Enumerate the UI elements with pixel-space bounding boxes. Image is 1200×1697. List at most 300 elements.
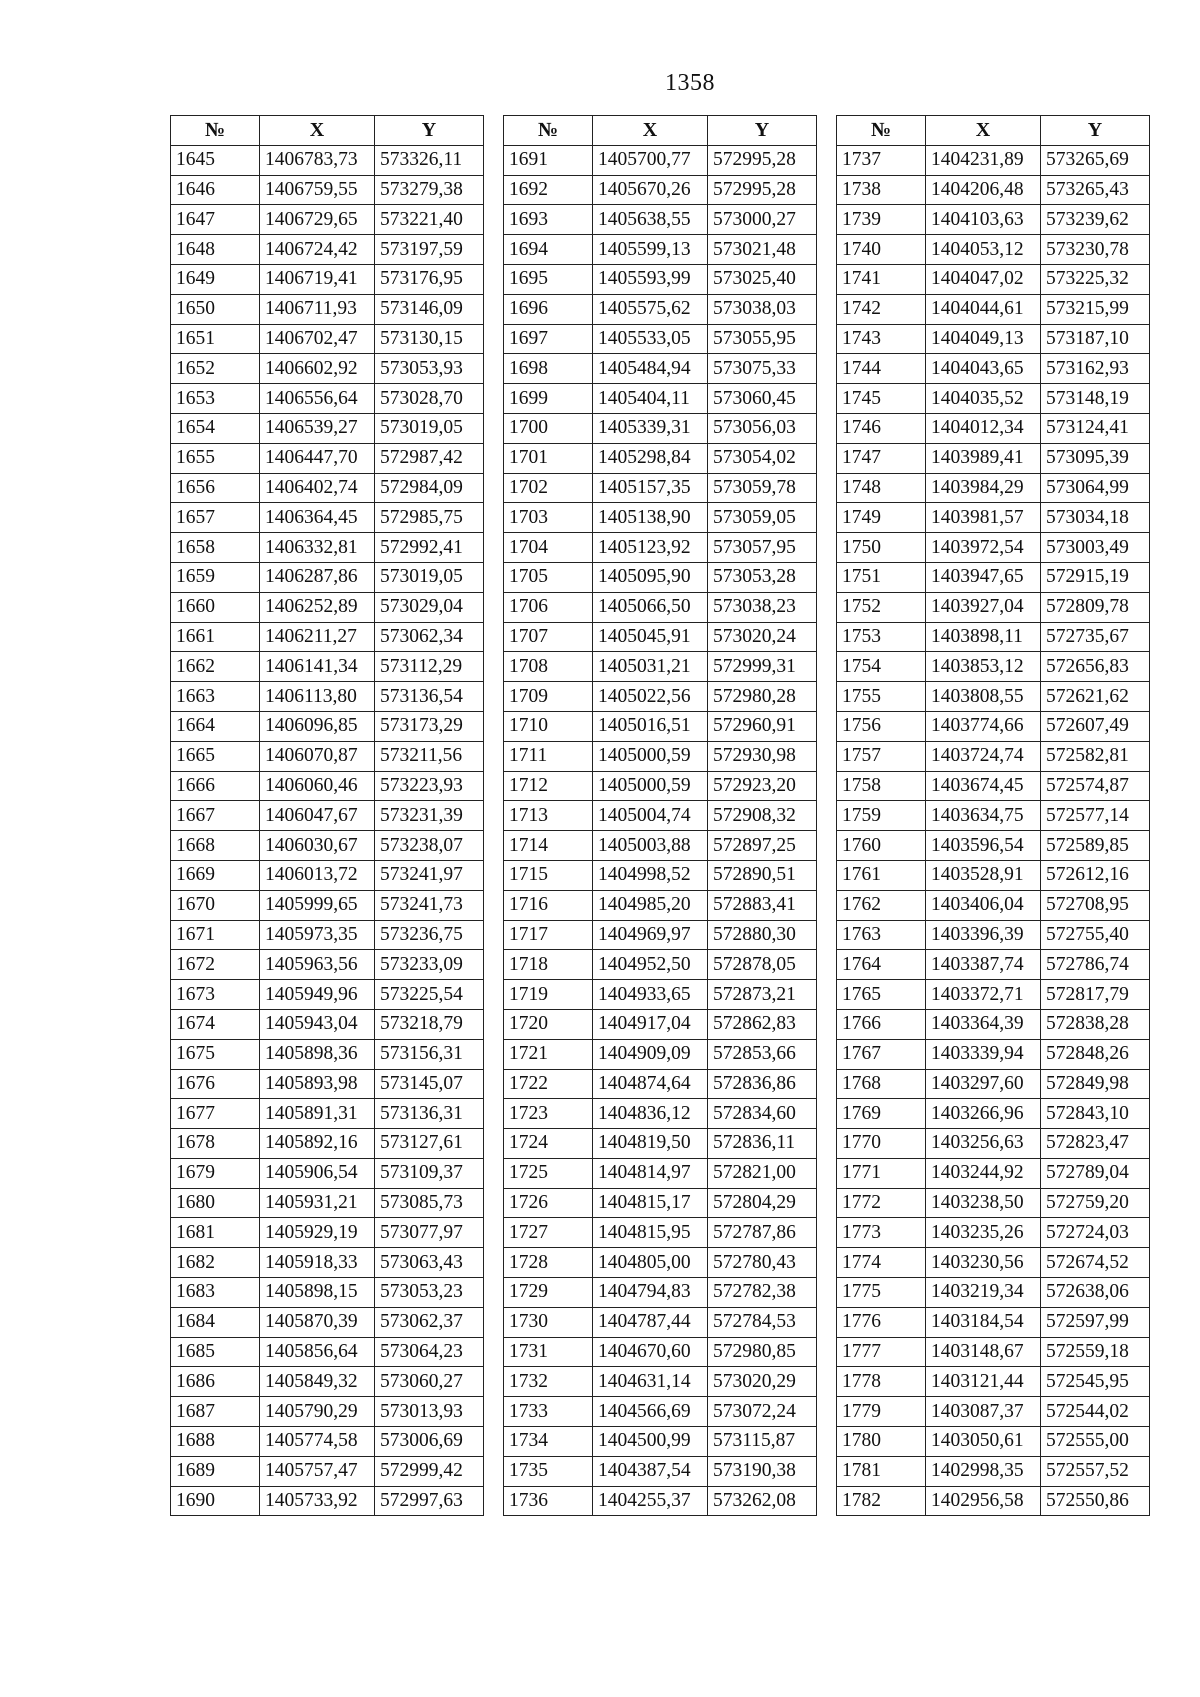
y-coordinate-cell: 573057,95 xyxy=(708,533,817,563)
table-row xyxy=(837,1427,1150,1457)
point-number-cell: 1768 xyxy=(837,1069,926,1099)
point-number-cell: 1714 xyxy=(504,831,593,861)
y-coordinate-cell: 572574,87 xyxy=(1041,771,1150,801)
point-number-cell: 1760 xyxy=(837,831,926,861)
x-coordinate-cell: 1404035,52 xyxy=(926,384,1041,414)
y-coordinate-cell: 572708,95 xyxy=(1041,890,1150,920)
x-coordinate-cell: 1406719,41 xyxy=(260,264,375,294)
x-coordinate-cell: 1405892,16 xyxy=(260,1129,375,1159)
y-coordinate-cell: 572823,47 xyxy=(1041,1129,1150,1159)
point-number-cell: 1759 xyxy=(837,801,926,831)
y-coordinate-cell: 573038,23 xyxy=(708,592,817,622)
table-row xyxy=(504,860,817,890)
x-coordinate-cell: 1405906,54 xyxy=(260,1158,375,1188)
point-number-cell: 1670 xyxy=(171,890,260,920)
table-row xyxy=(171,235,484,265)
point-number-cell: 1781 xyxy=(837,1456,926,1486)
y-coordinate-cell: 573173,29 xyxy=(375,711,484,741)
table-row xyxy=(504,1456,817,1486)
x-coordinate-cell: 1404998,52 xyxy=(593,860,708,890)
x-coordinate-cell: 1404631,14 xyxy=(593,1367,708,1397)
point-number-cell: 1672 xyxy=(171,950,260,980)
point-number-cell: 1688 xyxy=(171,1427,260,1457)
header-x: X xyxy=(926,116,1041,146)
table-row xyxy=(504,801,817,831)
x-coordinate-cell: 1405157,35 xyxy=(593,473,708,503)
x-coordinate-cell: 1405138,90 xyxy=(593,503,708,533)
point-number-cell: 1765 xyxy=(837,980,926,1010)
x-coordinate-cell: 1405000,59 xyxy=(593,771,708,801)
y-coordinate-cell: 573054,02 xyxy=(708,443,817,473)
table-row xyxy=(171,1129,484,1159)
y-coordinate-cell: 572784,53 xyxy=(708,1307,817,1337)
table-row xyxy=(504,1218,817,1248)
x-coordinate-cell: 1402998,35 xyxy=(926,1456,1041,1486)
x-coordinate-cell: 1404566,69 xyxy=(593,1397,708,1427)
y-coordinate-cell: 573075,33 xyxy=(708,354,817,384)
point-number-cell: 1717 xyxy=(504,920,593,950)
table-row xyxy=(837,413,1150,443)
point-number-cell: 1762 xyxy=(837,890,926,920)
y-coordinate-cell: 573060,45 xyxy=(708,384,817,414)
table-row xyxy=(837,294,1150,324)
table-row xyxy=(837,1039,1150,1069)
point-number-cell: 1677 xyxy=(171,1099,260,1129)
coordinates-table-3 xyxy=(836,115,1150,1516)
x-coordinate-cell: 1406539,27 xyxy=(260,413,375,443)
point-number-cell: 1653 xyxy=(171,384,260,414)
point-number-cell: 1779 xyxy=(837,1397,926,1427)
x-coordinate-cell: 1405949,96 xyxy=(260,980,375,1010)
point-number-cell: 1710 xyxy=(504,711,593,741)
y-coordinate-cell: 572999,42 xyxy=(375,1456,484,1486)
y-coordinate-cell: 573019,05 xyxy=(375,562,484,592)
y-coordinate-cell: 572843,10 xyxy=(1041,1099,1150,1129)
point-number-cell: 1650 xyxy=(171,294,260,324)
x-coordinate-cell: 1404053,12 xyxy=(926,235,1041,265)
y-coordinate-cell: 572755,40 xyxy=(1041,920,1150,950)
point-number-cell: 1749 xyxy=(837,503,926,533)
table-row xyxy=(171,1367,484,1397)
y-coordinate-cell: 573197,59 xyxy=(375,235,484,265)
y-coordinate-cell: 573127,61 xyxy=(375,1129,484,1159)
table-row xyxy=(171,592,484,622)
point-number-cell: 1751 xyxy=(837,562,926,592)
x-coordinate-cell: 1405891,31 xyxy=(260,1099,375,1129)
x-coordinate-cell: 1403266,96 xyxy=(926,1099,1041,1129)
x-coordinate-cell: 1403774,66 xyxy=(926,711,1041,741)
x-coordinate-cell: 1403898,11 xyxy=(926,622,1041,652)
table-row xyxy=(171,294,484,324)
table-row xyxy=(837,1069,1150,1099)
table-row xyxy=(171,1188,484,1218)
point-number-cell: 1746 xyxy=(837,413,926,443)
x-coordinate-cell: 1406113,80 xyxy=(260,682,375,712)
x-coordinate-cell: 1403981,57 xyxy=(926,503,1041,533)
y-coordinate-cell: 572577,14 xyxy=(1041,801,1150,831)
table-row xyxy=(171,473,484,503)
x-coordinate-cell: 1405849,32 xyxy=(260,1367,375,1397)
point-number-cell: 1695 xyxy=(504,264,593,294)
point-number-cell: 1679 xyxy=(171,1158,260,1188)
y-coordinate-cell: 573223,93 xyxy=(375,771,484,801)
table-row xyxy=(837,443,1150,473)
x-coordinate-cell: 1404012,34 xyxy=(926,413,1041,443)
point-number-cell: 1673 xyxy=(171,980,260,1010)
table-row xyxy=(171,1456,484,1486)
point-number-cell: 1764 xyxy=(837,950,926,980)
y-coordinate-cell: 572908,32 xyxy=(708,801,817,831)
table-row xyxy=(171,145,484,175)
x-coordinate-cell: 1403528,91 xyxy=(926,860,1041,890)
point-number-cell: 1725 xyxy=(504,1158,593,1188)
x-coordinate-cell: 1406783,73 xyxy=(260,145,375,175)
x-coordinate-cell: 1403121,44 xyxy=(926,1367,1041,1397)
table-row xyxy=(504,1099,817,1129)
point-number-cell: 1744 xyxy=(837,354,926,384)
point-number-cell: 1675 xyxy=(171,1039,260,1069)
y-coordinate-cell: 572915,19 xyxy=(1041,562,1150,592)
table-row xyxy=(171,413,484,443)
x-coordinate-cell: 1405893,98 xyxy=(260,1069,375,1099)
table-row xyxy=(837,950,1150,980)
point-number-cell: 1659 xyxy=(171,562,260,592)
x-coordinate-cell: 1406252,89 xyxy=(260,592,375,622)
table-row xyxy=(504,1397,817,1427)
table-row xyxy=(837,1278,1150,1308)
x-coordinate-cell: 1406711,93 xyxy=(260,294,375,324)
table-row xyxy=(504,354,817,384)
y-coordinate-cell: 573279,38 xyxy=(375,175,484,205)
point-number-cell: 1665 xyxy=(171,741,260,771)
x-coordinate-cell: 1404815,17 xyxy=(593,1188,708,1218)
y-coordinate-cell: 573064,99 xyxy=(1041,473,1150,503)
point-number-cell: 1775 xyxy=(837,1278,926,1308)
table-row xyxy=(504,1069,817,1099)
point-number-cell: 1701 xyxy=(504,443,593,473)
table-row xyxy=(504,1486,817,1516)
y-coordinate-cell: 573020,29 xyxy=(708,1367,817,1397)
x-coordinate-cell: 1403297,60 xyxy=(926,1069,1041,1099)
y-coordinate-cell: 572999,31 xyxy=(708,652,817,682)
y-coordinate-cell: 572836,86 xyxy=(708,1069,817,1099)
table-row xyxy=(171,711,484,741)
x-coordinate-cell: 1403972,54 xyxy=(926,533,1041,563)
y-coordinate-cell: 573056,03 xyxy=(708,413,817,443)
point-number-cell: 1742 xyxy=(837,294,926,324)
y-coordinate-cell: 572838,28 xyxy=(1041,1009,1150,1039)
table-row xyxy=(837,1099,1150,1129)
y-coordinate-cell: 573109,37 xyxy=(375,1158,484,1188)
y-coordinate-cell: 573215,99 xyxy=(1041,294,1150,324)
y-coordinate-cell: 572789,04 xyxy=(1041,1158,1150,1188)
x-coordinate-cell: 1404819,50 xyxy=(593,1129,708,1159)
point-number-cell: 1649 xyxy=(171,264,260,294)
x-coordinate-cell: 1404933,65 xyxy=(593,980,708,1010)
table-row xyxy=(837,562,1150,592)
point-number-cell: 1728 xyxy=(504,1248,593,1278)
x-coordinate-cell: 1403184,54 xyxy=(926,1307,1041,1337)
point-number-cell: 1736 xyxy=(504,1486,593,1516)
point-number-cell: 1718 xyxy=(504,950,593,980)
y-coordinate-cell: 573053,93 xyxy=(375,354,484,384)
y-coordinate-cell: 572930,98 xyxy=(708,741,817,771)
x-coordinate-cell: 1405022,56 xyxy=(593,682,708,712)
point-number-cell: 1778 xyxy=(837,1367,926,1397)
point-number-cell: 1691 xyxy=(504,145,593,175)
table-row xyxy=(171,1069,484,1099)
point-number-cell: 1737 xyxy=(837,145,926,175)
table-row xyxy=(504,1367,817,1397)
table-row xyxy=(837,771,1150,801)
table-row xyxy=(504,771,817,801)
table-row xyxy=(504,1427,817,1457)
point-number-cell: 1671 xyxy=(171,920,260,950)
table-row xyxy=(504,950,817,980)
table-header-row xyxy=(837,116,1150,146)
x-coordinate-cell: 1403235,26 xyxy=(926,1218,1041,1248)
point-number-cell: 1709 xyxy=(504,682,593,712)
x-coordinate-cell: 1404805,00 xyxy=(593,1248,708,1278)
x-coordinate-cell: 1403596,54 xyxy=(926,831,1041,861)
point-number-cell: 1652 xyxy=(171,354,260,384)
point-number-cell: 1734 xyxy=(504,1427,593,1457)
table-row xyxy=(837,860,1150,890)
point-number-cell: 1658 xyxy=(171,533,260,563)
table-row xyxy=(504,264,817,294)
y-coordinate-cell: 573238,07 xyxy=(375,831,484,861)
header-number: № xyxy=(171,116,260,146)
page-number: 1358 xyxy=(665,70,715,96)
x-coordinate-cell: 1404952,50 xyxy=(593,950,708,980)
x-coordinate-cell: 1406060,46 xyxy=(260,771,375,801)
table-row xyxy=(837,1486,1150,1516)
table-row xyxy=(837,354,1150,384)
y-coordinate-cell: 573239,62 xyxy=(1041,205,1150,235)
table-row xyxy=(837,1367,1150,1397)
point-number-cell: 1713 xyxy=(504,801,593,831)
y-coordinate-cell: 573190,38 xyxy=(708,1456,817,1486)
x-coordinate-cell: 1405931,21 xyxy=(260,1188,375,1218)
y-coordinate-cell: 573262,08 xyxy=(708,1486,817,1516)
table-row xyxy=(504,1039,817,1069)
table-row xyxy=(504,533,817,563)
point-number-cell: 1770 xyxy=(837,1129,926,1159)
x-coordinate-cell: 1404787,44 xyxy=(593,1307,708,1337)
x-coordinate-cell: 1405999,65 xyxy=(260,890,375,920)
y-coordinate-cell: 573021,48 xyxy=(708,235,817,265)
x-coordinate-cell: 1404231,89 xyxy=(926,145,1041,175)
y-coordinate-cell: 573000,27 xyxy=(708,205,817,235)
table-row xyxy=(504,980,817,1010)
table-row xyxy=(837,831,1150,861)
x-coordinate-cell: 1406724,42 xyxy=(260,235,375,265)
x-coordinate-cell: 1404815,95 xyxy=(593,1218,708,1248)
point-number-cell: 1651 xyxy=(171,324,260,354)
x-coordinate-cell: 1405733,92 xyxy=(260,1486,375,1516)
table-row xyxy=(504,1307,817,1337)
table-row xyxy=(171,1099,484,1129)
y-coordinate-cell: 573146,09 xyxy=(375,294,484,324)
table-row xyxy=(837,324,1150,354)
header-y: Y xyxy=(375,116,484,146)
x-coordinate-cell: 1405123,92 xyxy=(593,533,708,563)
table-row xyxy=(504,562,817,592)
table-row xyxy=(171,1009,484,1039)
y-coordinate-cell: 572992,41 xyxy=(375,533,484,563)
table-row xyxy=(504,831,817,861)
table-row xyxy=(171,205,484,235)
table-row xyxy=(504,205,817,235)
x-coordinate-cell: 1405929,19 xyxy=(260,1218,375,1248)
table-row xyxy=(837,711,1150,741)
x-coordinate-cell: 1404794,83 xyxy=(593,1278,708,1308)
x-coordinate-cell: 1405599,13 xyxy=(593,235,708,265)
y-coordinate-cell: 573112,29 xyxy=(375,652,484,682)
x-coordinate-cell: 1404985,20 xyxy=(593,890,708,920)
table-row xyxy=(171,503,484,533)
x-coordinate-cell: 1404836,12 xyxy=(593,1099,708,1129)
point-number-cell: 1758 xyxy=(837,771,926,801)
table-row xyxy=(837,592,1150,622)
y-coordinate-cell: 572804,29 xyxy=(708,1188,817,1218)
x-coordinate-cell: 1405031,21 xyxy=(593,652,708,682)
table-row xyxy=(171,443,484,473)
y-coordinate-cell: 572987,42 xyxy=(375,443,484,473)
x-coordinate-cell: 1404670,60 xyxy=(593,1337,708,1367)
y-coordinate-cell: 573148,19 xyxy=(1041,384,1150,414)
y-coordinate-cell: 573055,95 xyxy=(708,324,817,354)
x-coordinate-cell: 1405870,39 xyxy=(260,1307,375,1337)
x-coordinate-cell: 1403674,45 xyxy=(926,771,1041,801)
point-number-cell: 1721 xyxy=(504,1039,593,1069)
table-row xyxy=(504,503,817,533)
point-number-cell: 1707 xyxy=(504,622,593,652)
table-row xyxy=(171,831,484,861)
y-coordinate-cell: 572607,49 xyxy=(1041,711,1150,741)
x-coordinate-cell: 1406141,34 xyxy=(260,652,375,682)
x-coordinate-cell: 1406729,65 xyxy=(260,205,375,235)
table-row xyxy=(837,473,1150,503)
x-coordinate-cell: 1403364,39 xyxy=(926,1009,1041,1039)
table-row xyxy=(171,682,484,712)
point-number-cell: 1683 xyxy=(171,1278,260,1308)
table-row xyxy=(171,1427,484,1457)
y-coordinate-cell: 572890,51 xyxy=(708,860,817,890)
table-row xyxy=(837,205,1150,235)
point-number-cell: 1735 xyxy=(504,1456,593,1486)
point-number-cell: 1738 xyxy=(837,175,926,205)
y-coordinate-cell: 573006,69 xyxy=(375,1427,484,1457)
point-number-cell: 1698 xyxy=(504,354,593,384)
point-number-cell: 1705 xyxy=(504,562,593,592)
y-coordinate-cell: 572656,83 xyxy=(1041,652,1150,682)
table-row xyxy=(837,1337,1150,1367)
x-coordinate-cell: 1404969,97 xyxy=(593,920,708,950)
point-number-cell: 1743 xyxy=(837,324,926,354)
y-coordinate-cell: 573236,75 xyxy=(375,920,484,950)
point-number-cell: 1716 xyxy=(504,890,593,920)
point-number-cell: 1723 xyxy=(504,1099,593,1129)
point-number-cell: 1727 xyxy=(504,1218,593,1248)
y-coordinate-cell: 573241,73 xyxy=(375,890,484,920)
x-coordinate-cell: 1405918,33 xyxy=(260,1248,375,1278)
x-coordinate-cell: 1403808,55 xyxy=(926,682,1041,712)
x-coordinate-cell: 1405973,35 xyxy=(260,920,375,950)
table-row xyxy=(504,1337,817,1367)
point-number-cell: 1741 xyxy=(837,264,926,294)
point-number-cell: 1689 xyxy=(171,1456,260,1486)
x-coordinate-cell: 1406602,92 xyxy=(260,354,375,384)
y-coordinate-cell: 572995,28 xyxy=(708,145,817,175)
x-coordinate-cell: 1404387,54 xyxy=(593,1456,708,1486)
x-coordinate-cell: 1405484,94 xyxy=(593,354,708,384)
x-coordinate-cell: 1403634,75 xyxy=(926,801,1041,831)
y-coordinate-cell: 573013,93 xyxy=(375,1397,484,1427)
y-coordinate-cell: 573187,10 xyxy=(1041,324,1150,354)
point-number-cell: 1729 xyxy=(504,1278,593,1308)
table-row xyxy=(171,264,484,294)
y-coordinate-cell: 572582,81 xyxy=(1041,741,1150,771)
point-number-cell: 1711 xyxy=(504,741,593,771)
x-coordinate-cell: 1405790,29 xyxy=(260,1397,375,1427)
x-coordinate-cell: 1406030,67 xyxy=(260,831,375,861)
y-coordinate-cell: 572995,28 xyxy=(708,175,817,205)
table-row xyxy=(171,1397,484,1427)
table-row xyxy=(837,533,1150,563)
point-number-cell: 1654 xyxy=(171,413,260,443)
y-coordinate-cell: 573053,28 xyxy=(708,562,817,592)
x-coordinate-cell: 1405575,62 xyxy=(593,294,708,324)
point-number-cell: 1684 xyxy=(171,1307,260,1337)
table-row xyxy=(504,1248,817,1278)
table-row xyxy=(171,354,484,384)
point-number-cell: 1739 xyxy=(837,205,926,235)
x-coordinate-cell: 1405045,91 xyxy=(593,622,708,652)
table-row xyxy=(171,533,484,563)
table-row xyxy=(504,711,817,741)
y-coordinate-cell: 573136,54 xyxy=(375,682,484,712)
point-number-cell: 1720 xyxy=(504,1009,593,1039)
x-coordinate-cell: 1405003,88 xyxy=(593,831,708,861)
y-coordinate-cell: 572724,03 xyxy=(1041,1218,1150,1248)
y-coordinate-cell: 573059,05 xyxy=(708,503,817,533)
table-row xyxy=(504,145,817,175)
y-coordinate-cell: 573136,31 xyxy=(375,1099,484,1129)
y-coordinate-cell: 573326,11 xyxy=(375,145,484,175)
y-coordinate-cell: 572597,99 xyxy=(1041,1307,1150,1337)
x-coordinate-cell: 1406402,74 xyxy=(260,473,375,503)
y-coordinate-cell: 573028,70 xyxy=(375,384,484,414)
y-coordinate-cell: 572873,21 xyxy=(708,980,817,1010)
point-number-cell: 1752 xyxy=(837,592,926,622)
table-row xyxy=(171,980,484,1010)
header-y: Y xyxy=(708,116,817,146)
table-row xyxy=(837,1397,1150,1427)
table-row xyxy=(171,860,484,890)
header-y: Y xyxy=(1041,116,1150,146)
x-coordinate-cell: 1403238,50 xyxy=(926,1188,1041,1218)
table-row xyxy=(837,1158,1150,1188)
y-coordinate-cell: 573176,95 xyxy=(375,264,484,294)
table-row xyxy=(837,622,1150,652)
point-number-cell: 1754 xyxy=(837,652,926,682)
x-coordinate-cell: 1405095,90 xyxy=(593,562,708,592)
y-coordinate-cell: 573059,78 xyxy=(708,473,817,503)
y-coordinate-cell: 573162,93 xyxy=(1041,354,1150,384)
table-row xyxy=(837,1129,1150,1159)
x-coordinate-cell: 1406556,64 xyxy=(260,384,375,414)
